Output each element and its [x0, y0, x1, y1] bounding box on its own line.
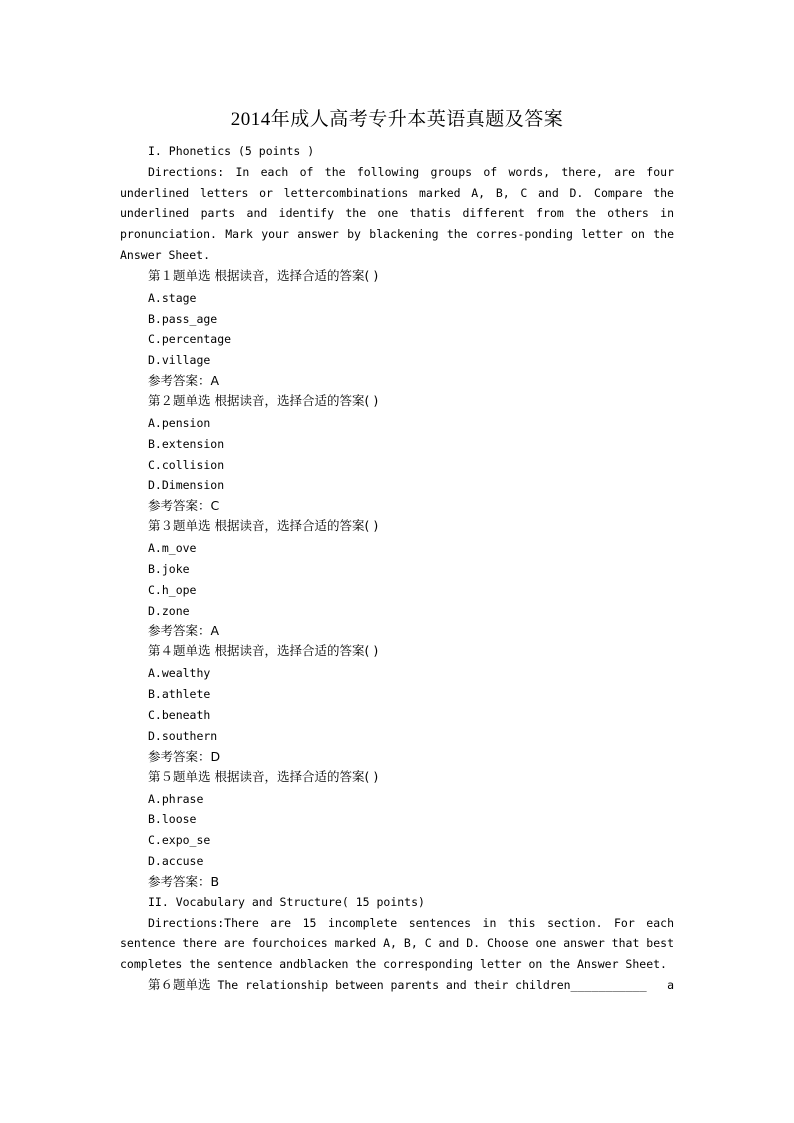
section-heading-vocabulary: II. Vocabulary and Structure( 15 points) — [148, 894, 425, 909]
document-body — [120, 141, 674, 996]
option-c: C.beneath — [148, 707, 211, 722]
option-a: A.stage — [148, 290, 197, 305]
question-text: The relationship between parents and their children___________ — [217, 977, 647, 992]
option-d: D.Dimension — [148, 478, 225, 493]
option-d: D.accuse — [148, 853, 204, 868]
question-label: 第１题单选 根据读音，选择合适的答案( ) — [148, 267, 379, 283]
reference-answer: 参考答案：D — [148, 748, 221, 764]
option-a: A.wealthy — [148, 666, 211, 681]
option-c: C.collision — [148, 457, 225, 472]
question-block-4 — [120, 641, 674, 766]
option-b: B.extension — [148, 436, 225, 451]
question-block-3 — [120, 516, 674, 641]
question-label: 第２题单选 根据读音，选择合适的答案( ) — [148, 392, 379, 408]
reference-answer: 参考答案：B — [148, 873, 220, 889]
option-b: B.loose — [148, 812, 197, 827]
option-c: C.percentage — [148, 332, 232, 347]
option-a: A.phrase — [148, 791, 204, 806]
question-label: 第６题单选 — [148, 976, 211, 992]
option-d: D.zone — [148, 603, 190, 618]
option-a: A.pension — [148, 415, 211, 430]
question-6-line — [120, 975, 674, 996]
section-directions-vocabulary: Directions:There are 15 incomplete sentences in this section. For each sentence there are fourchoices marked A, B, C and D. Choose one answer that best completes the sentence andblacken the corresponding letter on the Answer Sheet. — [120, 915, 674, 972]
question-block-5 — [120, 767, 674, 892]
option-b: B.joke — [148, 561, 190, 576]
option-d: D.village — [148, 353, 211, 368]
option-c: C.h_ope — [148, 582, 197, 597]
option-b: B.pass_age — [148, 311, 218, 326]
option-d: D.southern — [148, 728, 218, 743]
question-block-1 — [120, 266, 674, 391]
option-c: C.expo_se — [148, 833, 211, 848]
page-title: 2014年成人高考专升本英语真题及答案 — [230, 109, 564, 130]
reference-answer: 参考答案：A — [148, 623, 220, 639]
section-heading-phonetics: I. Phonetics (5 points ) — [148, 144, 315, 158]
question-block-2 — [120, 391, 674, 516]
section-directions-phonetics: Directions: In each of the following groups of words, there, are four underlined letters or lettercombinations marked A, B, C and D. Compare the underlined parts and identify the one thatis different from the others in pronunciation. Mark your answer by blackening the corres-ponding letter on the Answer Sheet. — [120, 164, 674, 262]
question-label: 第４题单选 根据读音，选择合适的答案( ) — [148, 643, 379, 659]
option-a: A.m_ove — [148, 541, 197, 556]
option-b: B.athlete — [148, 687, 211, 702]
question-label: 第５题单选 根据读音，选择合适的答案( ) — [148, 768, 379, 784]
question-label: 第３题单选 根据读音，选择合适的答案( ) — [148, 518, 379, 534]
reference-answer: 参考答案：C — [148, 498, 220, 514]
reference-answer: 参考答案：A — [148, 372, 220, 388]
question-text-tail: a — [667, 977, 674, 992]
